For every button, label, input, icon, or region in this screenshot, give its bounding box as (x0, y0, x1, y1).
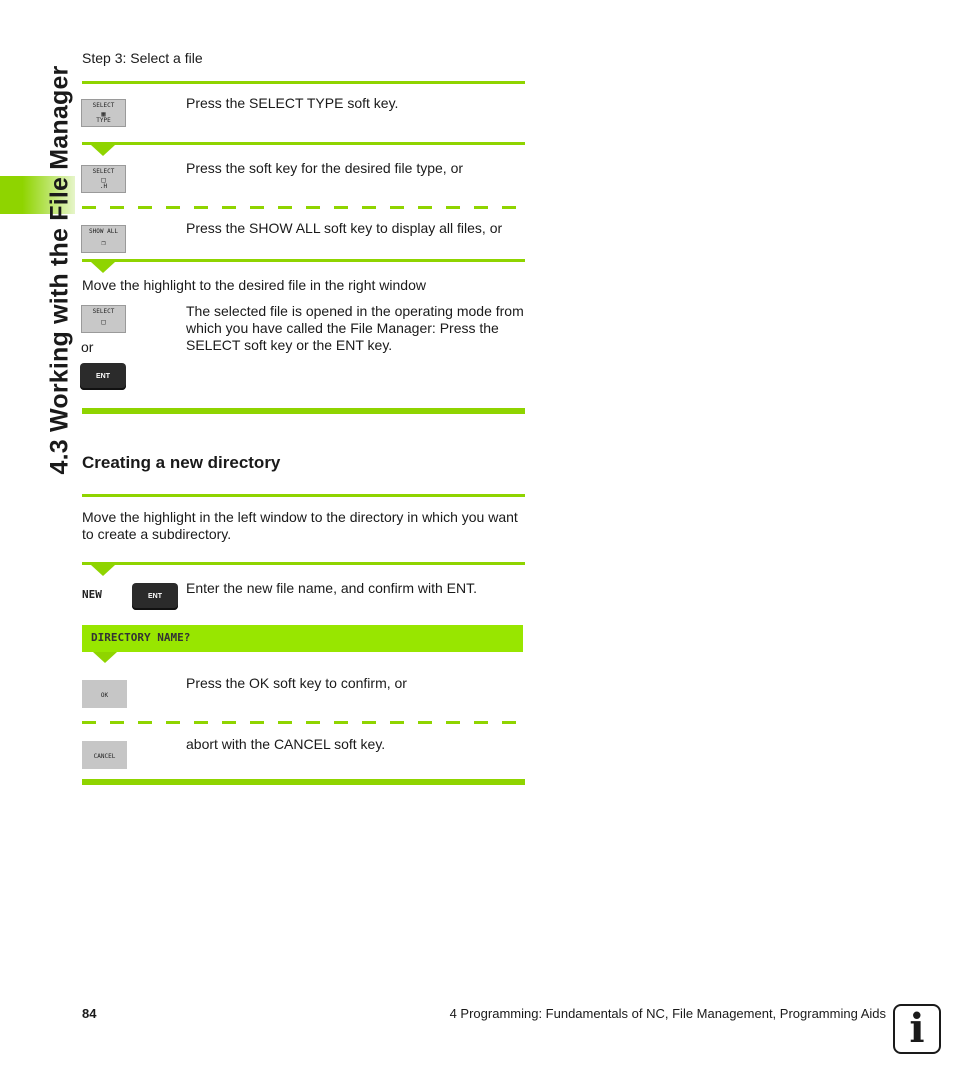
instruction-text: Enter the new file name, and confirm with ENT. (186, 580, 478, 596)
or-label: or (81, 339, 94, 355)
cancel-softkey[interactable] (82, 741, 127, 769)
instruction-text: Move the highlight to the desired file in the right window (82, 277, 426, 293)
file-icon: □ (101, 176, 106, 184)
softkey-label: SELECT (92, 102, 115, 109)
ok-softkey[interactable] (82, 680, 127, 708)
dashed-divider (82, 721, 525, 724)
divider (82, 562, 525, 565)
arrow-down-icon (93, 652, 117, 663)
softkey-label: SELECT (92, 308, 115, 315)
show-all-softkey[interactable] (81, 225, 126, 253)
ent-key[interactable]: ENT (132, 583, 178, 610)
instruction-text: abort with the CANCEL soft key. (186, 736, 386, 752)
instruction-text: Press the OK soft key to confirm, or (186, 675, 407, 691)
softkey-label: SHOW ALL (89, 228, 118, 235)
info-icon-letter: i (909, 1005, 925, 1052)
dialog-prompt-text: DIRECTORY NAME? (91, 631, 191, 644)
dialog-prompt-bar (82, 625, 523, 652)
step3-label: Step 3: Select a file (82, 50, 203, 66)
file-icon: ▦ (101, 110, 106, 118)
instruction-text: Move the highlight in the left window to the directory in which you want to create a subdirectory. (82, 509, 518, 542)
section-heading: Creating a new directory (82, 453, 281, 472)
page-number: 84 (82, 1006, 97, 1021)
select-file-type-softkey[interactable] (81, 165, 126, 193)
divider (82, 142, 525, 145)
divider (82, 81, 525, 84)
instruction-text: Press the SHOW ALL soft key to display all files, or (186, 220, 503, 236)
new-label: NEW (82, 588, 102, 601)
instruction-text: Press the SELECT TYPE soft key. (186, 95, 399, 111)
chapter-side-title: 4.3 Working with the File Manager (45, 65, 74, 475)
softkey-label: TYPE (96, 117, 111, 124)
select-type-softkey[interactable] (81, 99, 126, 127)
softkey-label: CANCEL (93, 753, 116, 760)
dashed-divider (82, 206, 525, 209)
section-end-divider (82, 408, 525, 414)
softkey-label: OK (100, 692, 109, 699)
chapter-footer: 4 Programming: Fundamentals of NC, File Management, Programming Aids (449, 1006, 886, 1021)
instruction-text: Press the soft key for the desired file type, or (186, 160, 464, 176)
arrow-down-icon (91, 565, 115, 576)
softkey-label: SELECT (92, 168, 115, 175)
section-end-divider (82, 779, 525, 785)
divider (82, 259, 525, 262)
files-icon: ❐ (101, 239, 106, 247)
arrow-down-icon (91, 145, 115, 156)
softkey-label: .H (99, 183, 108, 190)
info-icon (893, 1004, 941, 1054)
ent-key[interactable]: ENT (80, 363, 126, 390)
arrow-down-icon (91, 262, 115, 273)
instruction-text: The selected file is opened in the operating mode from which you have called the File Manager: Press the SELECT soft key or the ENT key. (186, 303, 524, 353)
divider (82, 494, 525, 497)
file-icon: □ (101, 318, 106, 326)
select-softkey[interactable] (81, 305, 126, 333)
